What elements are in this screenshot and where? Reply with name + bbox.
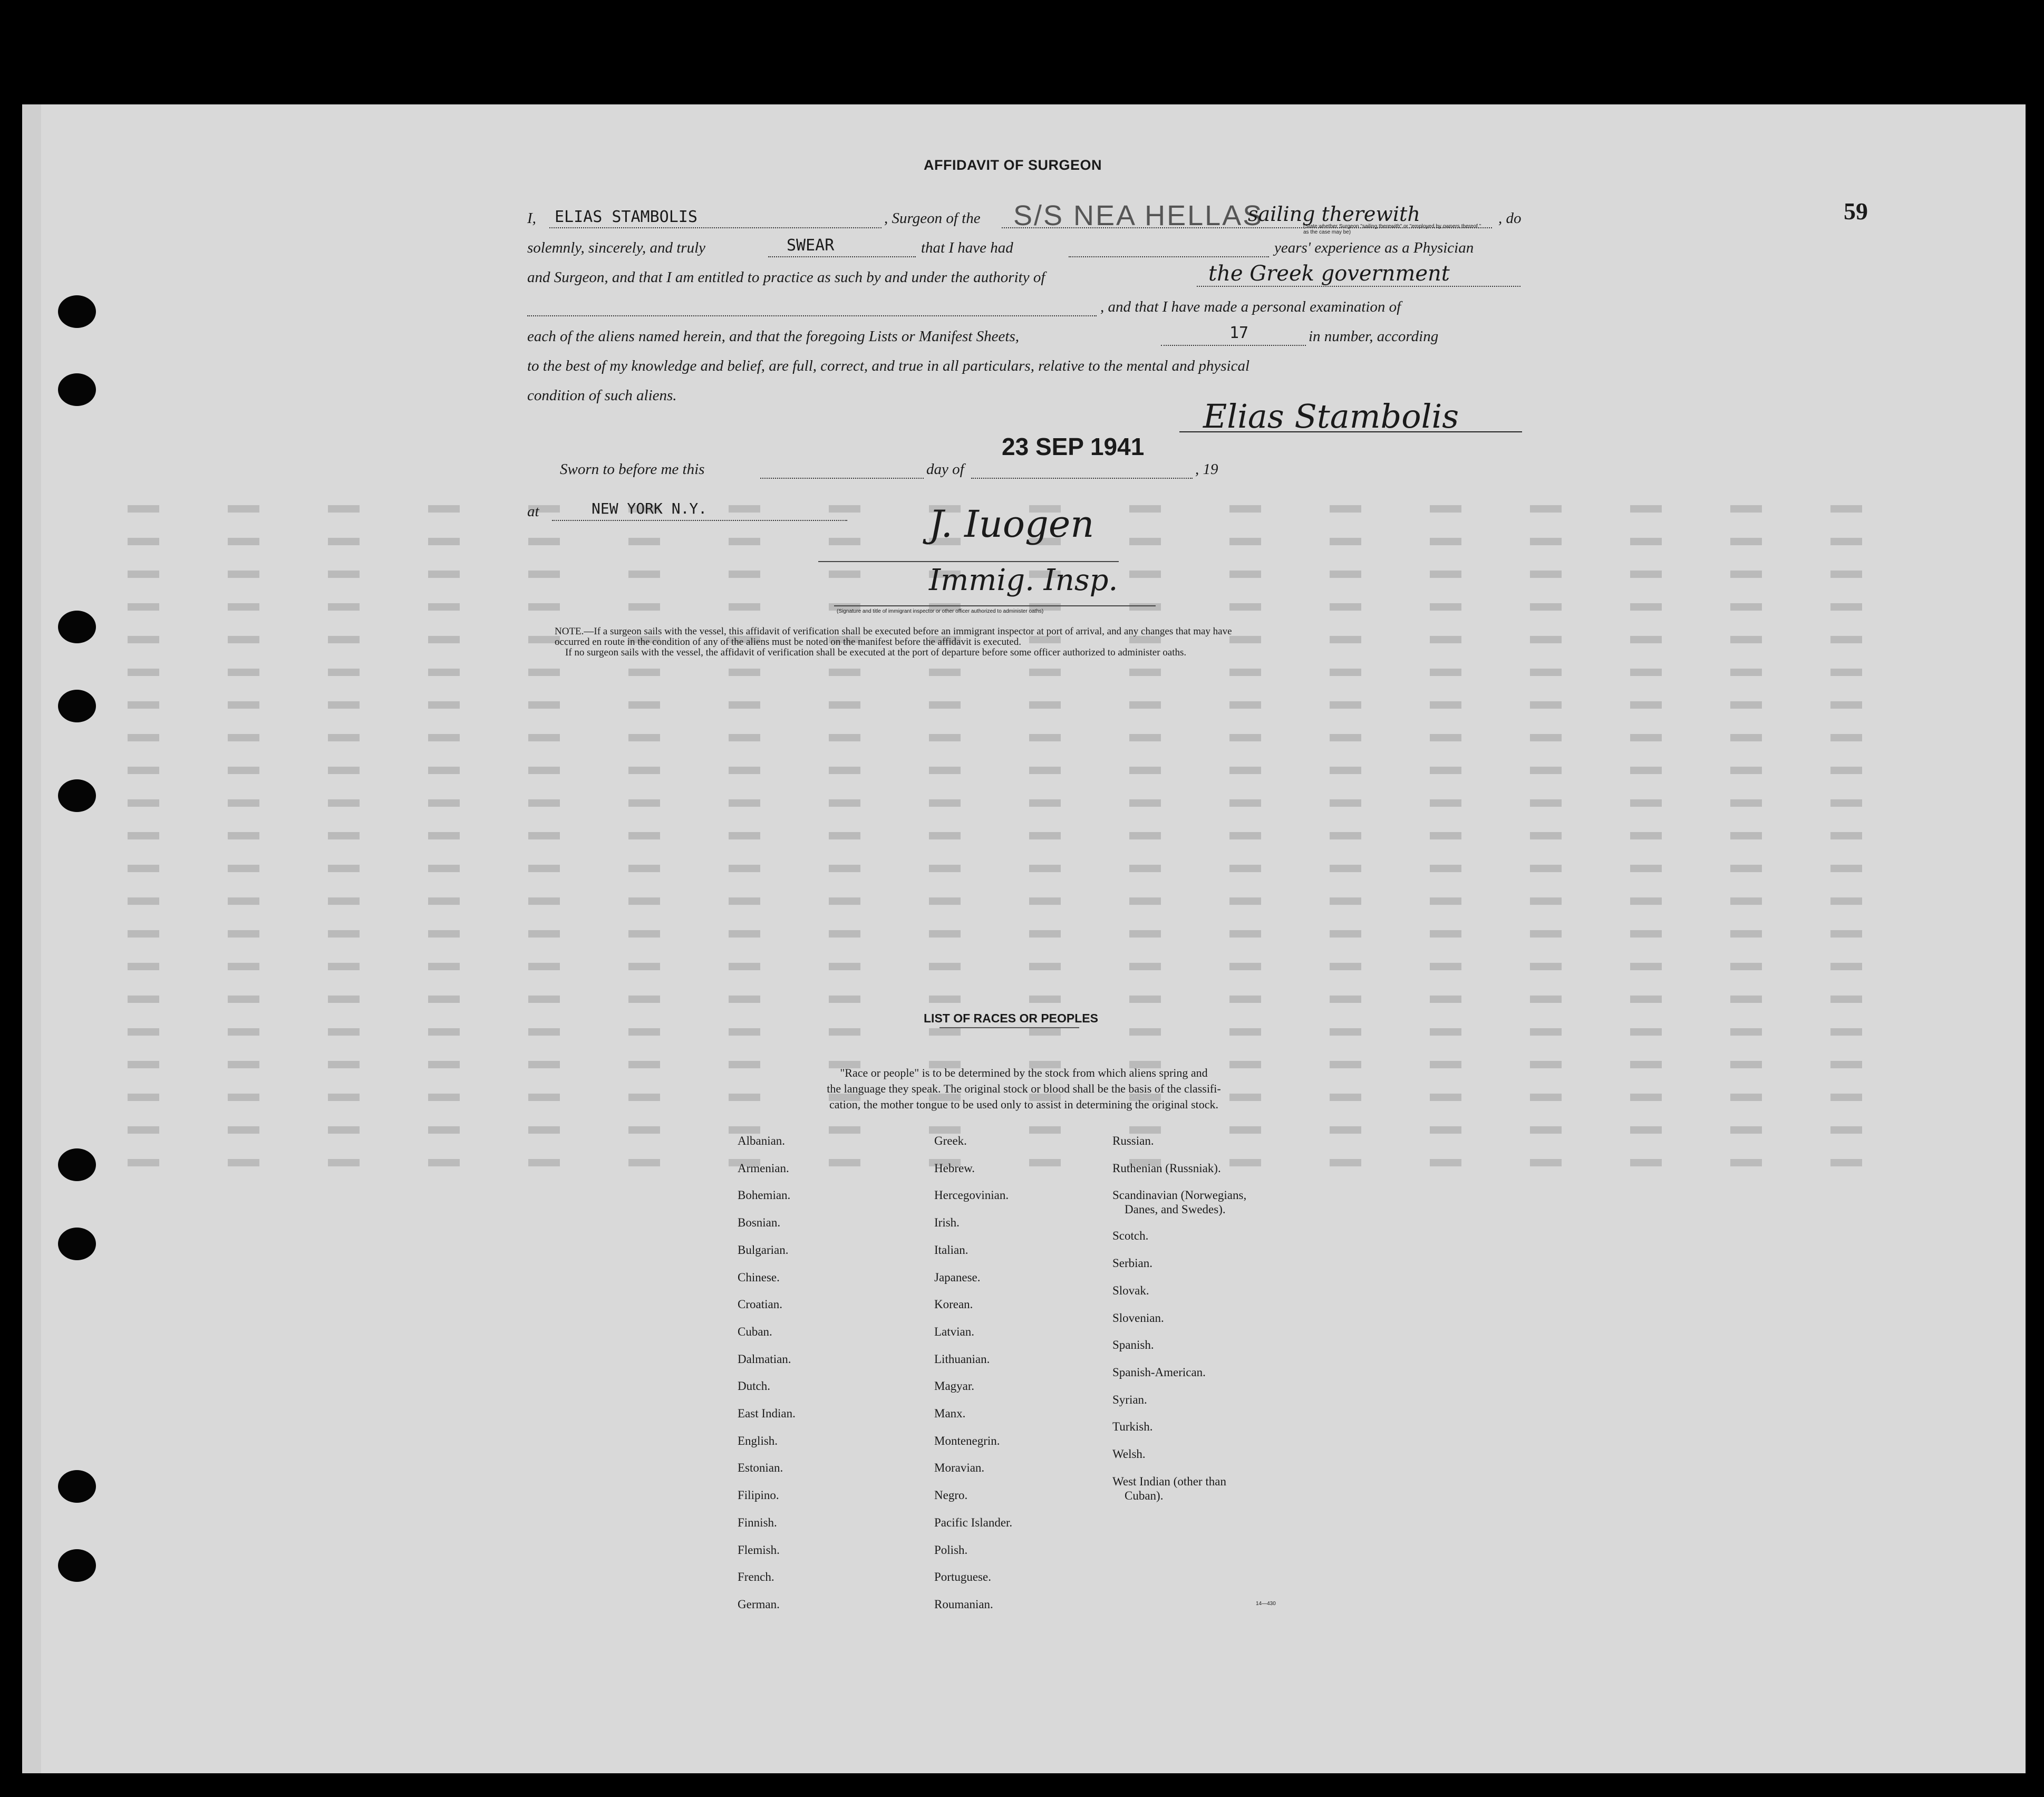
race-item: Magyar.	[934, 1379, 975, 1393]
signature-line	[834, 605, 1156, 606]
blank-line	[971, 478, 1193, 479]
binder-hole	[58, 779, 96, 812]
race-item: Syrian.	[1112, 1393, 1147, 1406]
race-item: Greek.	[934, 1134, 967, 1147]
affidavit-text: to the best of my knowledge and belief, are full, correct, and true in all particulars, relative to the mental and physical	[527, 358, 1250, 374]
race-item: Scandinavian (Norwegians, Danes, and Swedes).	[1112, 1189, 1247, 1216]
race-item: Japanese.	[934, 1270, 981, 1284]
affidavit-text: and Surgeon, and that I am entitled to practice as such by and under the authority of	[527, 269, 1045, 286]
binder-hole	[58, 1228, 96, 1260]
title-underline	[939, 1027, 1079, 1028]
affidavit-text: that I have had	[921, 239, 1013, 256]
race-item: Bulgarian.	[738, 1243, 789, 1257]
race-item: Negro.	[934, 1489, 968, 1502]
race-item: Russian.	[1112, 1134, 1154, 1147]
race-item: Bohemian.	[738, 1189, 791, 1202]
intro-line: cation, the mother tongue to be used only to assist in determining the original stock.	[829, 1098, 1219, 1111]
races-column-1	[738, 1127, 796, 1618]
blank-line	[527, 315, 1097, 316]
note-line: —If a surgeon sails with the vessel, this affidavit of verification shall be executed before an immigrant inspector at port of arrival, and any changes that may have	[584, 626, 1232, 637]
race-item: Portuguese.	[934, 1570, 991, 1584]
binder-hole	[58, 690, 96, 722]
race-item: Albanian.	[738, 1134, 786, 1147]
affidavit-text: each of the aliens named herein, and that the foregoing Lists or Manifest Sheets,	[527, 328, 1019, 345]
affidavit-title: AFFIDAVIT OF SURGEON	[924, 157, 1102, 173]
affidavit-text: , and that I have made a personal examination of	[1100, 298, 1401, 315]
binder-hole	[58, 295, 96, 328]
form-number: 14—430	[1256, 1601, 1276, 1607]
race-item: Finnish.	[738, 1515, 777, 1529]
surgeon-signature: Elias Stambolis	[1203, 397, 1459, 436]
inspector-signature: J. Iuogen	[929, 503, 1094, 546]
race-item: Dalmatian.	[738, 1352, 791, 1366]
sailing-note: (State whether Surgeon "sailing therewith" or "employed by owners thereof," as the case may be)	[1303, 224, 1481, 235]
manifest-sheet-count: 17	[1229, 324, 1249, 342]
binder-hole	[58, 611, 96, 643]
blank-line	[1197, 286, 1520, 287]
affidavit-text: years' experience as a Physician	[1274, 239, 1474, 256]
binder-hole	[58, 373, 96, 406]
race-item: Turkish.	[1112, 1420, 1153, 1434]
race-item: West Indian (other than Cuban).	[1112, 1474, 1226, 1502]
affidavit-text: I,	[527, 210, 536, 227]
intro-line: "Race or people" is to be determined by the stock from which aliens spring and	[840, 1066, 1208, 1079]
affidavit-text: at	[527, 503, 539, 520]
race-item: German.	[738, 1597, 780, 1611]
date-stamp: 23 SEP 1941	[1002, 433, 1145, 460]
note-line: occurred en route in the condition of any of the aliens must be noted on the manifest before the affidavit is executed.	[555, 636, 1021, 648]
affidavit-text: , Surgeon of the	[884, 210, 981, 227]
race-item: Slovenian.	[1112, 1311, 1164, 1325]
race-item: Manx.	[934, 1407, 966, 1421]
race-item: French.	[738, 1570, 774, 1584]
race-item: English.	[738, 1434, 778, 1447]
races-title: LIST OF RACES OR PEOPLES	[924, 1011, 1098, 1025]
ship-name-stamp: S/S NEA HELLAS	[1013, 200, 1264, 231]
intro-line: the language they speak. The original stock or blood shall be the basis of the classifi-	[827, 1082, 1221, 1095]
blank-line	[760, 478, 924, 479]
race-item: Chinese.	[738, 1270, 780, 1284]
affidavit-text: condition of such aliens.	[527, 387, 677, 404]
surgeon-name: ELIAS STAMBOLIS	[555, 208, 698, 226]
race-item: Ruthenian (Russniak).	[1112, 1161, 1221, 1175]
blank-line	[768, 256, 916, 257]
affidavit-text: in number, according	[1309, 328, 1439, 345]
affidavit-text: , do	[1498, 210, 1522, 227]
race-item: Serbian.	[1112, 1257, 1153, 1270]
manifest-sheet	[22, 104, 2026, 1773]
race-item: Latvian.	[934, 1325, 974, 1338]
inspector-title-handwritten: Immig. Insp.	[929, 563, 1118, 597]
oath-word: SWEAR	[787, 236, 835, 255]
race-item: Filipino.	[738, 1489, 779, 1502]
race-item: Spanish.	[1112, 1338, 1154, 1352]
race-item: Slovak.	[1112, 1283, 1149, 1297]
race-item: East Indian.	[738, 1407, 796, 1421]
race-item: Hercegovinian.	[934, 1189, 1009, 1202]
affidavit-text: Sworn to before me this	[560, 461, 705, 478]
page-number: 59	[1844, 198, 1868, 225]
races-intro	[737, 1065, 1311, 1113]
blank-line	[1069, 256, 1269, 257]
race-item: Cuban.	[738, 1325, 772, 1338]
race-item: Spanish-American.	[1112, 1365, 1206, 1379]
blank-line	[1161, 345, 1306, 346]
race-item: Scotch.	[1112, 1229, 1149, 1243]
signature-line	[818, 561, 1119, 562]
affidavit-text: , 19	[1195, 461, 1218, 478]
sailing-status: sailing therewith	[1248, 202, 1420, 226]
binder-hole	[58, 1549, 96, 1582]
race-item: Roumanian.	[934, 1597, 993, 1611]
affidavit-text: day of	[926, 461, 964, 478]
race-item: Moravian.	[934, 1461, 985, 1475]
blank-line	[549, 227, 881, 228]
authority-handwritten: the Greek government	[1208, 262, 1450, 286]
race-item: Flemish.	[738, 1543, 780, 1557]
binder-strip	[22, 104, 41, 1773]
race-item: Italian.	[934, 1243, 968, 1257]
race-item: Welsh.	[1112, 1447, 1146, 1461]
race-item: Hebrew.	[934, 1161, 975, 1175]
binder-hole	[58, 1148, 96, 1181]
race-item: Pacific Islander.	[934, 1515, 1013, 1529]
race-item: Croatian.	[738, 1298, 782, 1311]
race-item: Lithuanian.	[934, 1352, 990, 1366]
race-item: Armenian.	[738, 1161, 789, 1175]
affidavit-note	[555, 626, 1446, 658]
inspector-caption: (Signature and title of immigrant inspector or other officer authorized to administer oaths)	[837, 608, 1044, 614]
affidavit-text: solemnly, sincerely, and truly	[527, 239, 706, 256]
race-item: Estonian.	[738, 1461, 783, 1475]
race-item: Polish.	[934, 1543, 968, 1557]
race-item: Korean.	[934, 1298, 973, 1311]
binder-hole	[58, 1470, 96, 1503]
race-item: Irish.	[934, 1216, 960, 1230]
race-item: Bosnian.	[738, 1216, 781, 1230]
race-item: Montenegrin.	[934, 1434, 1000, 1447]
sworn-place: NEW YORK N.Y.	[592, 500, 708, 517]
note-lead: NOTE.	[555, 626, 584, 637]
races-column-3	[1112, 1127, 1246, 1503]
races-column-2	[934, 1127, 1012, 1618]
race-item: Dutch.	[738, 1379, 770, 1393]
note-line: If no surgeon sails with the vessel, the affidavit of verification shall be executed at the port of departure before some officer authorized to administer oaths.	[565, 647, 1187, 658]
blank-line	[552, 520, 847, 521]
